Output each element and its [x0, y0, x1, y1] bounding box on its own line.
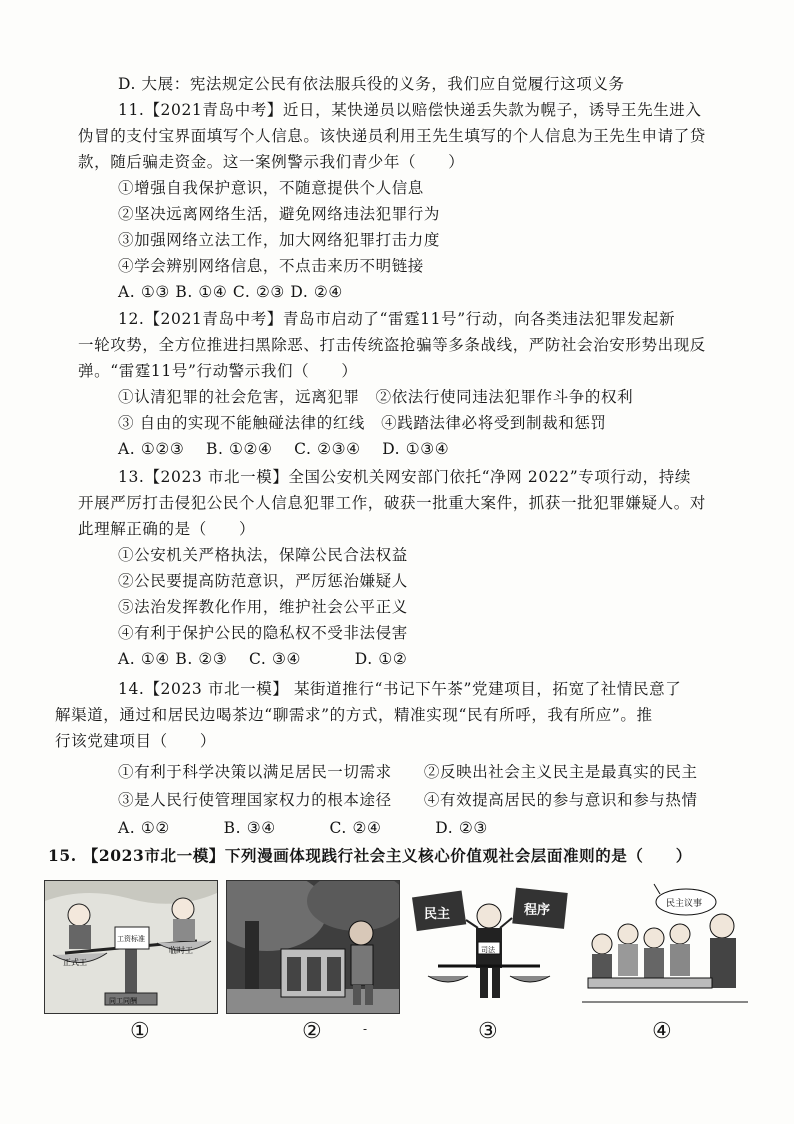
q14-items-row-1: ①有利于科学决策以满足居民一切需求 ②反映出社会主义民主是最真实的民主 — [118, 763, 698, 781]
q14-stem-line-3: 行该党建项目（ ） — [55, 732, 217, 750]
panel-label-1: ① — [130, 1019, 150, 1044]
cartoon-1-drawing — [45, 881, 217, 1013]
q13-stem-line-3: 此理解正确的是（ ） — [78, 520, 256, 538]
stray-mark: - — [363, 1022, 368, 1036]
c3-right-label: 程序 — [524, 903, 551, 918]
q11-stem-line-2: 伪冒的支付宝界面填写个人信息。该快递员利用王先生填写的个人信息为王先生申请了贷 — [78, 127, 706, 145]
cartoon-3-judiciary — [408, 880, 570, 1012]
q12-stem-line-2: 一轮攻势，全方位推进扫黑除恶、打击传统盗抢骗等多条战线，严防社会治安形势出现反 — [78, 336, 706, 354]
q11-choices: A. ①③ B. ①④ C. ②③ D. ②④ — [118, 283, 343, 301]
c1-right-label: 临时工 — [169, 946, 193, 955]
q12-stem-line-3: 弹。“雷霆11号”行动警示我们（ ） — [78, 362, 358, 380]
q11-stem-line-3: 款，随后骗走资金。这一案例警示我们青少年（ ） — [78, 153, 465, 171]
q14-stem-line-2: 解渠道，通过和居民边喝茶边“聊需求”的方式，精准实现“民有所呼，我有所应”。推 — [55, 706, 653, 724]
q13-stem-line-1: 13.【2023 市北一模】全国公安机关网安部门依托“净网 2022”专项行动，持续 — [118, 468, 691, 486]
q13-choices: A. ①④ B. ②③ C. ③④ D. ①② — [118, 650, 408, 668]
q13-item-3: ⑤法治发挥教化作用，维护社会公平正义 — [118, 598, 408, 616]
q11-item-3: ③加强网络立法工作，加大网络犯罪打击力度 — [118, 231, 441, 249]
c1-left-label: 正式工 — [63, 958, 87, 967]
q14-items-row-2: ③是人民行使管理国家权力的根本途径 ④有效提高居民的参与意识和参与热情 — [118, 791, 698, 809]
q10-option-d: D. 大展：宪法规定公民有依法服兵役的义务，我们应自觉履行这项义务 — [118, 75, 625, 93]
cartoon-2-trash-bins — [226, 880, 400, 1014]
panel-label-2: ② — [302, 1019, 322, 1044]
q12-choices: A. ①②③ B. ①②④ C. ②③④ D. ①③④ — [118, 440, 450, 458]
cartoon-4-community-discussion — [582, 880, 748, 1012]
q12-items-row-1: ①认清犯罪的社会危害，远离犯罪 ②依法行使同违法犯罪作斗争的权利 — [118, 388, 634, 406]
q11-stem-line-1: 11.【2021青岛中考】近日，某快递员以赔偿快递丢失款为幌子，诱导王先生进入 — [118, 101, 702, 119]
q13-item-1: ①公安机关严格执法，保障公民合法权益 — [118, 546, 408, 564]
c1-center-label: 工资标准 — [117, 935, 145, 943]
panel-label-4: ④ — [652, 1019, 672, 1044]
c4-sign-label: 民主议事 — [666, 899, 703, 909]
c3-left-label: 民主 — [424, 907, 451, 922]
cartoon-4-drawing — [582, 880, 748, 1012]
cartoon-2-drawing — [227, 881, 399, 1013]
q14-stem-line-1: 14.【2023 市北一模】 某街道推行“书记下午茶”党建项目，拓宽了社情民意了 — [118, 680, 682, 698]
q12-stem-line-1: 12.【2021青岛中考】青岛市启动了“雷霆11号”行动，向各类违法犯罪发起新 — [118, 310, 676, 328]
q15-stem: 15. 【2023市北一模】下列漫画体现践行社会主义核心价值观社会层面准则的是（ ） — [48, 846, 692, 865]
cartoon-3-drawing — [408, 880, 570, 1012]
q11-item-2: ②坚决远离网络生活，避免网络违法犯罪行为 — [118, 205, 441, 223]
q13-item-4: ④有利于保护公民的隐私权不受非法侵害 — [118, 624, 408, 642]
c1-base-label: 同工同酬 — [109, 997, 137, 1005]
q13-stem-line-2: 开展严厉打击侵犯公民个人信息犯罪工作，破获一批重大案件，抓获一批犯罪嫌疑人。对 — [78, 494, 706, 512]
q13-item-2: ②公民要提高防范意识，严厉惩治嫌疑人 — [118, 572, 408, 590]
q11-item-4: ④学会辨别网络信息，不点击来历不明链接 — [118, 257, 424, 275]
q14-choices: A. ①② B. ③④ C. ②④ D. ②③ — [118, 819, 488, 837]
panel-label-3: ③ — [478, 1019, 498, 1044]
c3-center-label: 司法 — [481, 946, 495, 954]
cartoon-1-equal-pay — [44, 880, 218, 1014]
q11-item-1: ①增强自我保护意识，不随意提供个人信息 — [118, 179, 424, 197]
q12-items-row-2: ③ 自由的实现不能触碰法律的红线 ④践踏法律必将受到制裁和惩罚 — [118, 414, 607, 432]
